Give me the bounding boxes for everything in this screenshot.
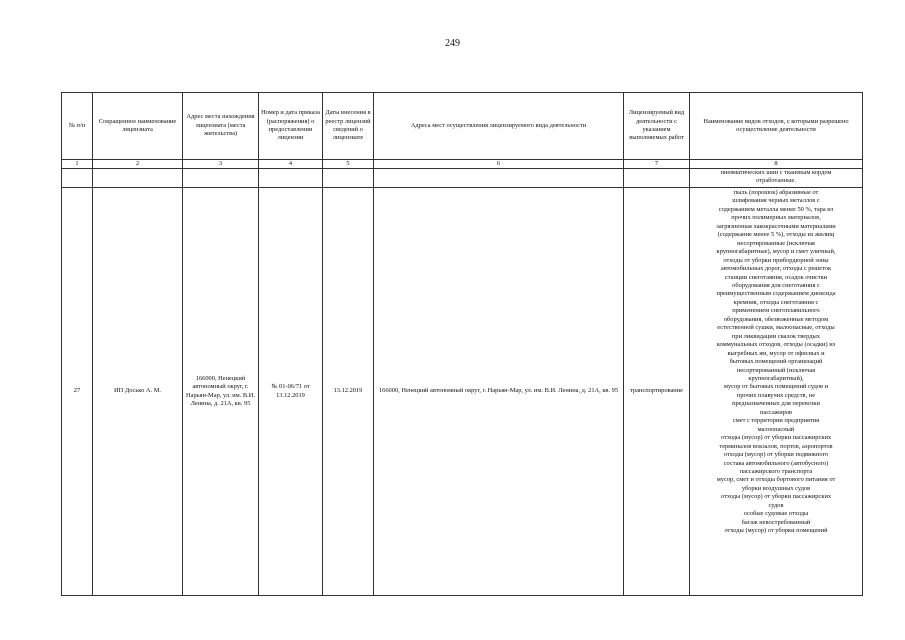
licensee-name: ИП Досько А. М. — [93, 188, 183, 596]
waste-line: судов — [768, 501, 784, 509]
activity-type: транспортирование — [624, 188, 690, 596]
waste-line: при ликвидации свалок твердых — [732, 332, 820, 340]
waste-line: выгребных ям, мусор от офисных и — [727, 349, 825, 357]
header-cell-order: Номер и дата приказа (распоряжения) о предоставлении лицензии — [259, 93, 323, 160]
column-number: 2 — [93, 160, 183, 169]
waste-line: автомобильных дорог, отходы с решеток — [720, 265, 832, 273]
empty-cell — [183, 169, 259, 188]
waste-line: несортированные (исключая — [737, 239, 815, 247]
header-cell-address: Адрес места нахождения лицензиата (места жительства) — [183, 93, 259, 160]
waste-line: мусор, смет и отходы бортового питания от — [716, 476, 836, 484]
waste-line: содержанием металла менее 50 %, тара из — [718, 205, 834, 213]
waste-line: особые судовые отходы — [743, 510, 809, 518]
waste-line: пневматических шин с тканевым кордом — [720, 169, 832, 176]
waste-line: малоопасный — [757, 425, 795, 433]
waste-line: бытовых помещений организаций — [729, 358, 823, 366]
header-cell-activity-address: Адреса мест осуществления лицензируемого вида деятельности — [374, 93, 624, 160]
continuation-row — [62, 169, 863, 188]
empty-cell — [259, 169, 323, 188]
waste-line: прочих плавучих средств, не — [736, 391, 816, 399]
waste-line: оборудования, обезвоженные методом — [723, 315, 829, 323]
table-row — [62, 188, 863, 596]
header-cell-licensee: Сокращенное наименование лицензиата — [93, 93, 183, 160]
waste-line: применением снегоплавильного — [732, 307, 820, 315]
waste-line: отходы от уборки прибордюрной зоны — [723, 256, 829, 264]
column-number: 4 — [259, 160, 323, 169]
waste-line: оборудования для снеготаяния с — [732, 281, 820, 289]
waste-line: мусор от бытовых помещений судов и — [723, 383, 829, 391]
column-number: 6 — [374, 160, 624, 169]
waste-line: шлифования черных металлов с — [732, 197, 820, 205]
column-number-row — [62, 160, 863, 169]
activity-address: 166000, Ненецкий автономный округ, г. Нарьян-Мар, ул. им. В.И. Ленина, д. 21А, кв. 95 — [374, 188, 624, 596]
waste-line: кремния, отходы снеготаяния с — [733, 298, 819, 306]
header-cell-waste-types: Наименование видов отходов, с которыми разрешено осуществление деятельности — [690, 93, 863, 160]
empty-cell — [624, 169, 690, 188]
waste-line: естественной сушки, малоопасные, отходы — [717, 324, 835, 332]
waste-line: предназначенных для перевозки — [732, 400, 820, 408]
waste-line: багаж невостребованный — [741, 518, 811, 526]
waste-line: (содержание менее 5 %), отходы из жилищ — [717, 231, 835, 239]
waste-line: несортированный (исключая — [736, 366, 816, 374]
waste-line: коммунальных отходов, отходы (осадки) из — [716, 341, 836, 349]
header-cell-registry-date: Даты внесения в реестр лицензий сведений о лицензиате — [323, 93, 374, 160]
license-registry-table — [61, 92, 863, 596]
column-number: 1 — [62, 160, 93, 169]
empty-cell — [62, 169, 93, 188]
continuation-waste-cell — [690, 169, 863, 188]
empty-cell — [93, 169, 183, 188]
waste-line: станции снеготаяния, осадок очистки — [724, 273, 828, 281]
column-number: 7 — [624, 160, 690, 169]
empty-cell — [323, 169, 374, 188]
waste-line: пассажирского транспорта — [739, 467, 813, 475]
header-cell-activity-type: Лицензируемый вид деятельности с указанием выполняемых работ — [624, 93, 690, 160]
waste-types-cell — [690, 188, 863, 596]
license-order: № 01-06/71 от 13.12.2019 — [259, 188, 323, 596]
waste-line: загрязненная лакокрасочными материалами — [716, 222, 836, 230]
waste-line: пассажиров — [759, 408, 793, 416]
empty-cell — [374, 169, 624, 188]
column-number: 3 — [183, 160, 259, 169]
waste-line: крупногабаритный), — [748, 374, 804, 382]
waste-line: уборки воздушных судов — [741, 484, 811, 492]
waste-line: прочих полимерных материалов, — [731, 214, 821, 222]
waste-line: терминалов вокзалов, портов, аэропортов — [719, 442, 833, 450]
waste-line: отработанные. — [756, 177, 796, 185]
header-cell-number: № п/п — [62, 93, 93, 160]
column-number: 5 — [323, 160, 374, 169]
waste-line: пыль (порошок) абразивные от — [733, 189, 819, 196]
waste-line: отходы (мусор) от уборки помещений — [724, 527, 828, 535]
column-number: 8 — [690, 160, 863, 169]
waste-line: преимущественным содержанием диоксида — [716, 290, 836, 298]
waste-line: отходы (мусор) от уборки пассажирских — [720, 434, 832, 442]
waste-line: отходы (мусор) от уборки пассажирских — [720, 493, 832, 501]
row-number: 27 — [62, 188, 93, 596]
licensee-address: 166000, Ненецкий автономный округ, г. Нарьян-Мар, ул. им. В.И. Ленина, д. 21А, кв. 95 — [183, 188, 259, 596]
page-number: 249 — [445, 38, 460, 49]
waste-line: состава автомобильного (автобусного) — [723, 459, 829, 467]
header-row — [62, 93, 863, 160]
registry-date: 13.12.2019 — [323, 188, 374, 596]
waste-line: отходы (мусор) от уборки подвижного — [723, 451, 829, 459]
waste-line: крупногабаритные), мусор и смет уличный, — [716, 248, 836, 256]
waste-line: смет с территории предприятия — [732, 417, 820, 425]
